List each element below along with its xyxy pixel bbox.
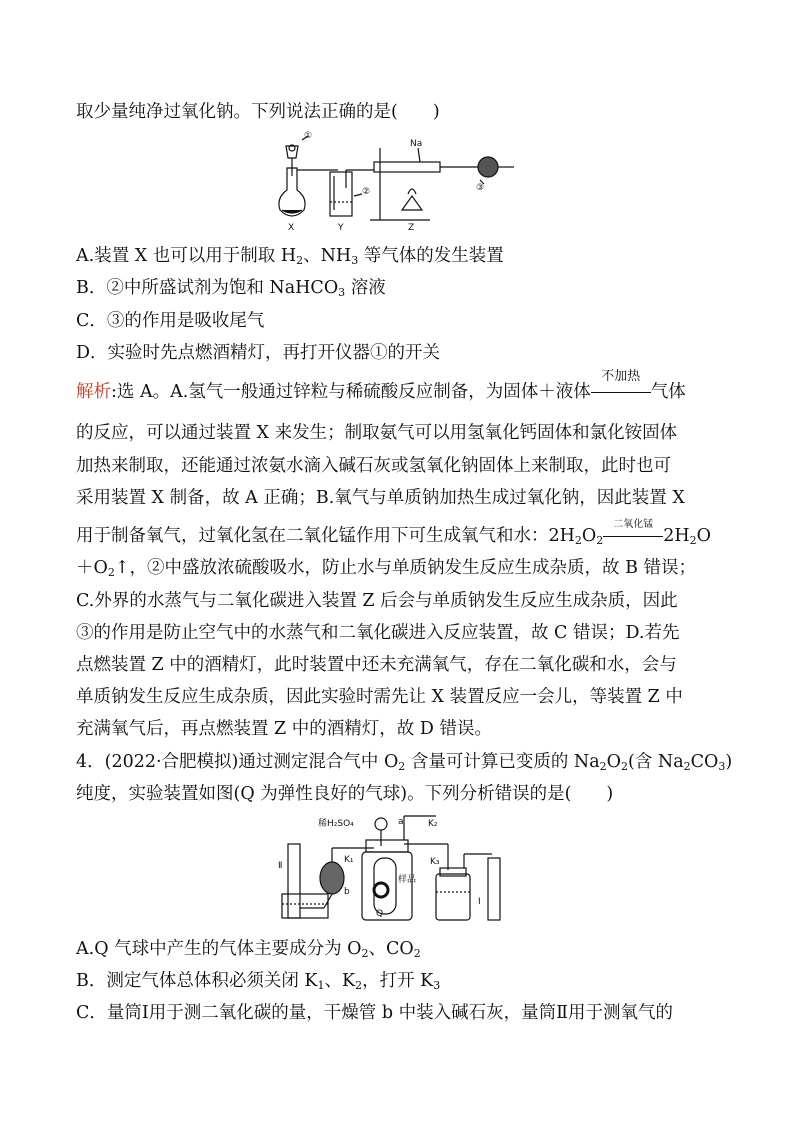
analysis-line-5: 用于制备氧气，过氧化氢在二氧化锰作用下可生成氧气和水：$2H_2O_2$ 二氧化锰 $2H_2O$ [76,519,712,547]
q3-option-c: C．③的作用是吸收尾气 [76,311,265,331]
q3-label-3: ③ [476,183,485,193]
q4-label-h2so4: 稀H₂SO₄ [318,819,354,829]
q4-stem-line-1: 4．(2022·合肥模拟)通过测定混合气中 $O_2$ 含量可计算已变质的 $Na_2O_2$(含 $Na_2CO_3$) [76,752,733,773]
q3-option-a: A.装置 X 也可以用于制取 $H_2$、$NH_3$ 等气体的发生装置 [76,246,504,267]
q3-label-na: Na [410,139,423,149]
no-heat-condition: 不加热 [591,381,651,403]
q3-stem: 取少量纯净过氧化钠。下列说法正确的是( ) [76,102,440,122]
q3-label-z: Z [408,223,415,232]
q3-apparatus-figure [270,128,530,232]
q4-stem-line-2: 纯度，实验装置如图(Q 为弹性良好的气球)。下列分析错误的是( ) [76,784,614,804]
q4-option-c: C．量筒Ⅰ用于测二氧化碳的量，干燥管 b 中装入碱石灰，量筒Ⅱ用于测氧气的 [76,1003,674,1023]
q4-label-sample: 样品 [398,875,417,885]
analysis-line-1: 解析:选 A。A.氢气一般通过锌粒与稀硫酸反应制备，为固体＋液体 不加热 气体 [76,369,686,402]
analysis-label: 解析 [76,382,111,402]
q4-label-i: Ⅰ [478,897,481,907]
q4-label-a: a [398,817,404,827]
analysis-line-4: 采用装置 X 制备，故 A 正确；B.氧气与单质钠加热生成过氧化钠，因此装置 X [76,488,685,508]
analysis-line-3: 加热来制取，还能通过浓氨水滴入碱石灰或氢氧化钠固体上来制取，此时也可 [76,456,671,476]
analysis-line-2: 的反应，可以通过装置 X 来发生；制取氨气可以用氢氧化钙固体和氯化铵固体 [76,423,678,443]
analysis-line-11: 充满氧气后，再点燃装置 Z 中的酒精灯，故 D 错误。 [76,719,492,739]
q4-label-k3: K₃ [430,857,440,867]
q3-option-b: B．②中所盛试剂为饱和 NaHCO$_3$ 溶液 [76,278,386,299]
analysis-line-8: ③的作用是防止空气中的水蒸气和二氧化碳进入反应装置，故 C 错误；D.若先 [76,623,680,643]
q3-label-y: Y [338,223,344,232]
analysis-line-6: $+O_2↑$，②中盛放浓硫酸吸水，防止水与单质钠发生反应生成杂质，故 B 错误； [76,558,697,579]
q4-label-k2: K₂ [428,819,438,829]
q4-label-b: b [344,887,350,897]
q4-label-ii: Ⅱ [278,861,283,871]
q4-label-q: Q [376,909,384,919]
analysis-line-9: 点燃装置 Z 中的酒精灯，此时装置中还未充满氧气，存在二氧化碳和水，会与 [76,655,677,675]
analysis-line-7: C.外界的水蒸气与二氧化碳进入装置 Z 后会与单质钠发生反应生成杂质，因此 [76,591,678,611]
q4-label-k1: K₁ [344,855,354,865]
analysis-line-10: 单质钠发生反应生成杂质，因此实验时需先让 X 装置反应一会儿，等装置 Z 中 [76,687,683,707]
q3-label-x: X [288,223,295,232]
q4-option-a: A.Q 气球中产生的气体主要成分为 $O_2$、$CO_2$ [76,939,421,960]
q3-label-1: ① [304,131,313,141]
q4-option-b: B．测定气体总体积必须关闭 $K_1$、$K_2$，打开 $K_3$ [76,971,441,992]
q3-label-2: ② [362,187,371,197]
catalyst-condition: 二氧化锰 [603,525,663,547]
q3-option-d: D．实验时先点燃酒精灯，再打开仪器①的开关 [76,343,441,363]
q4-apparatus-figure [278,812,518,924]
